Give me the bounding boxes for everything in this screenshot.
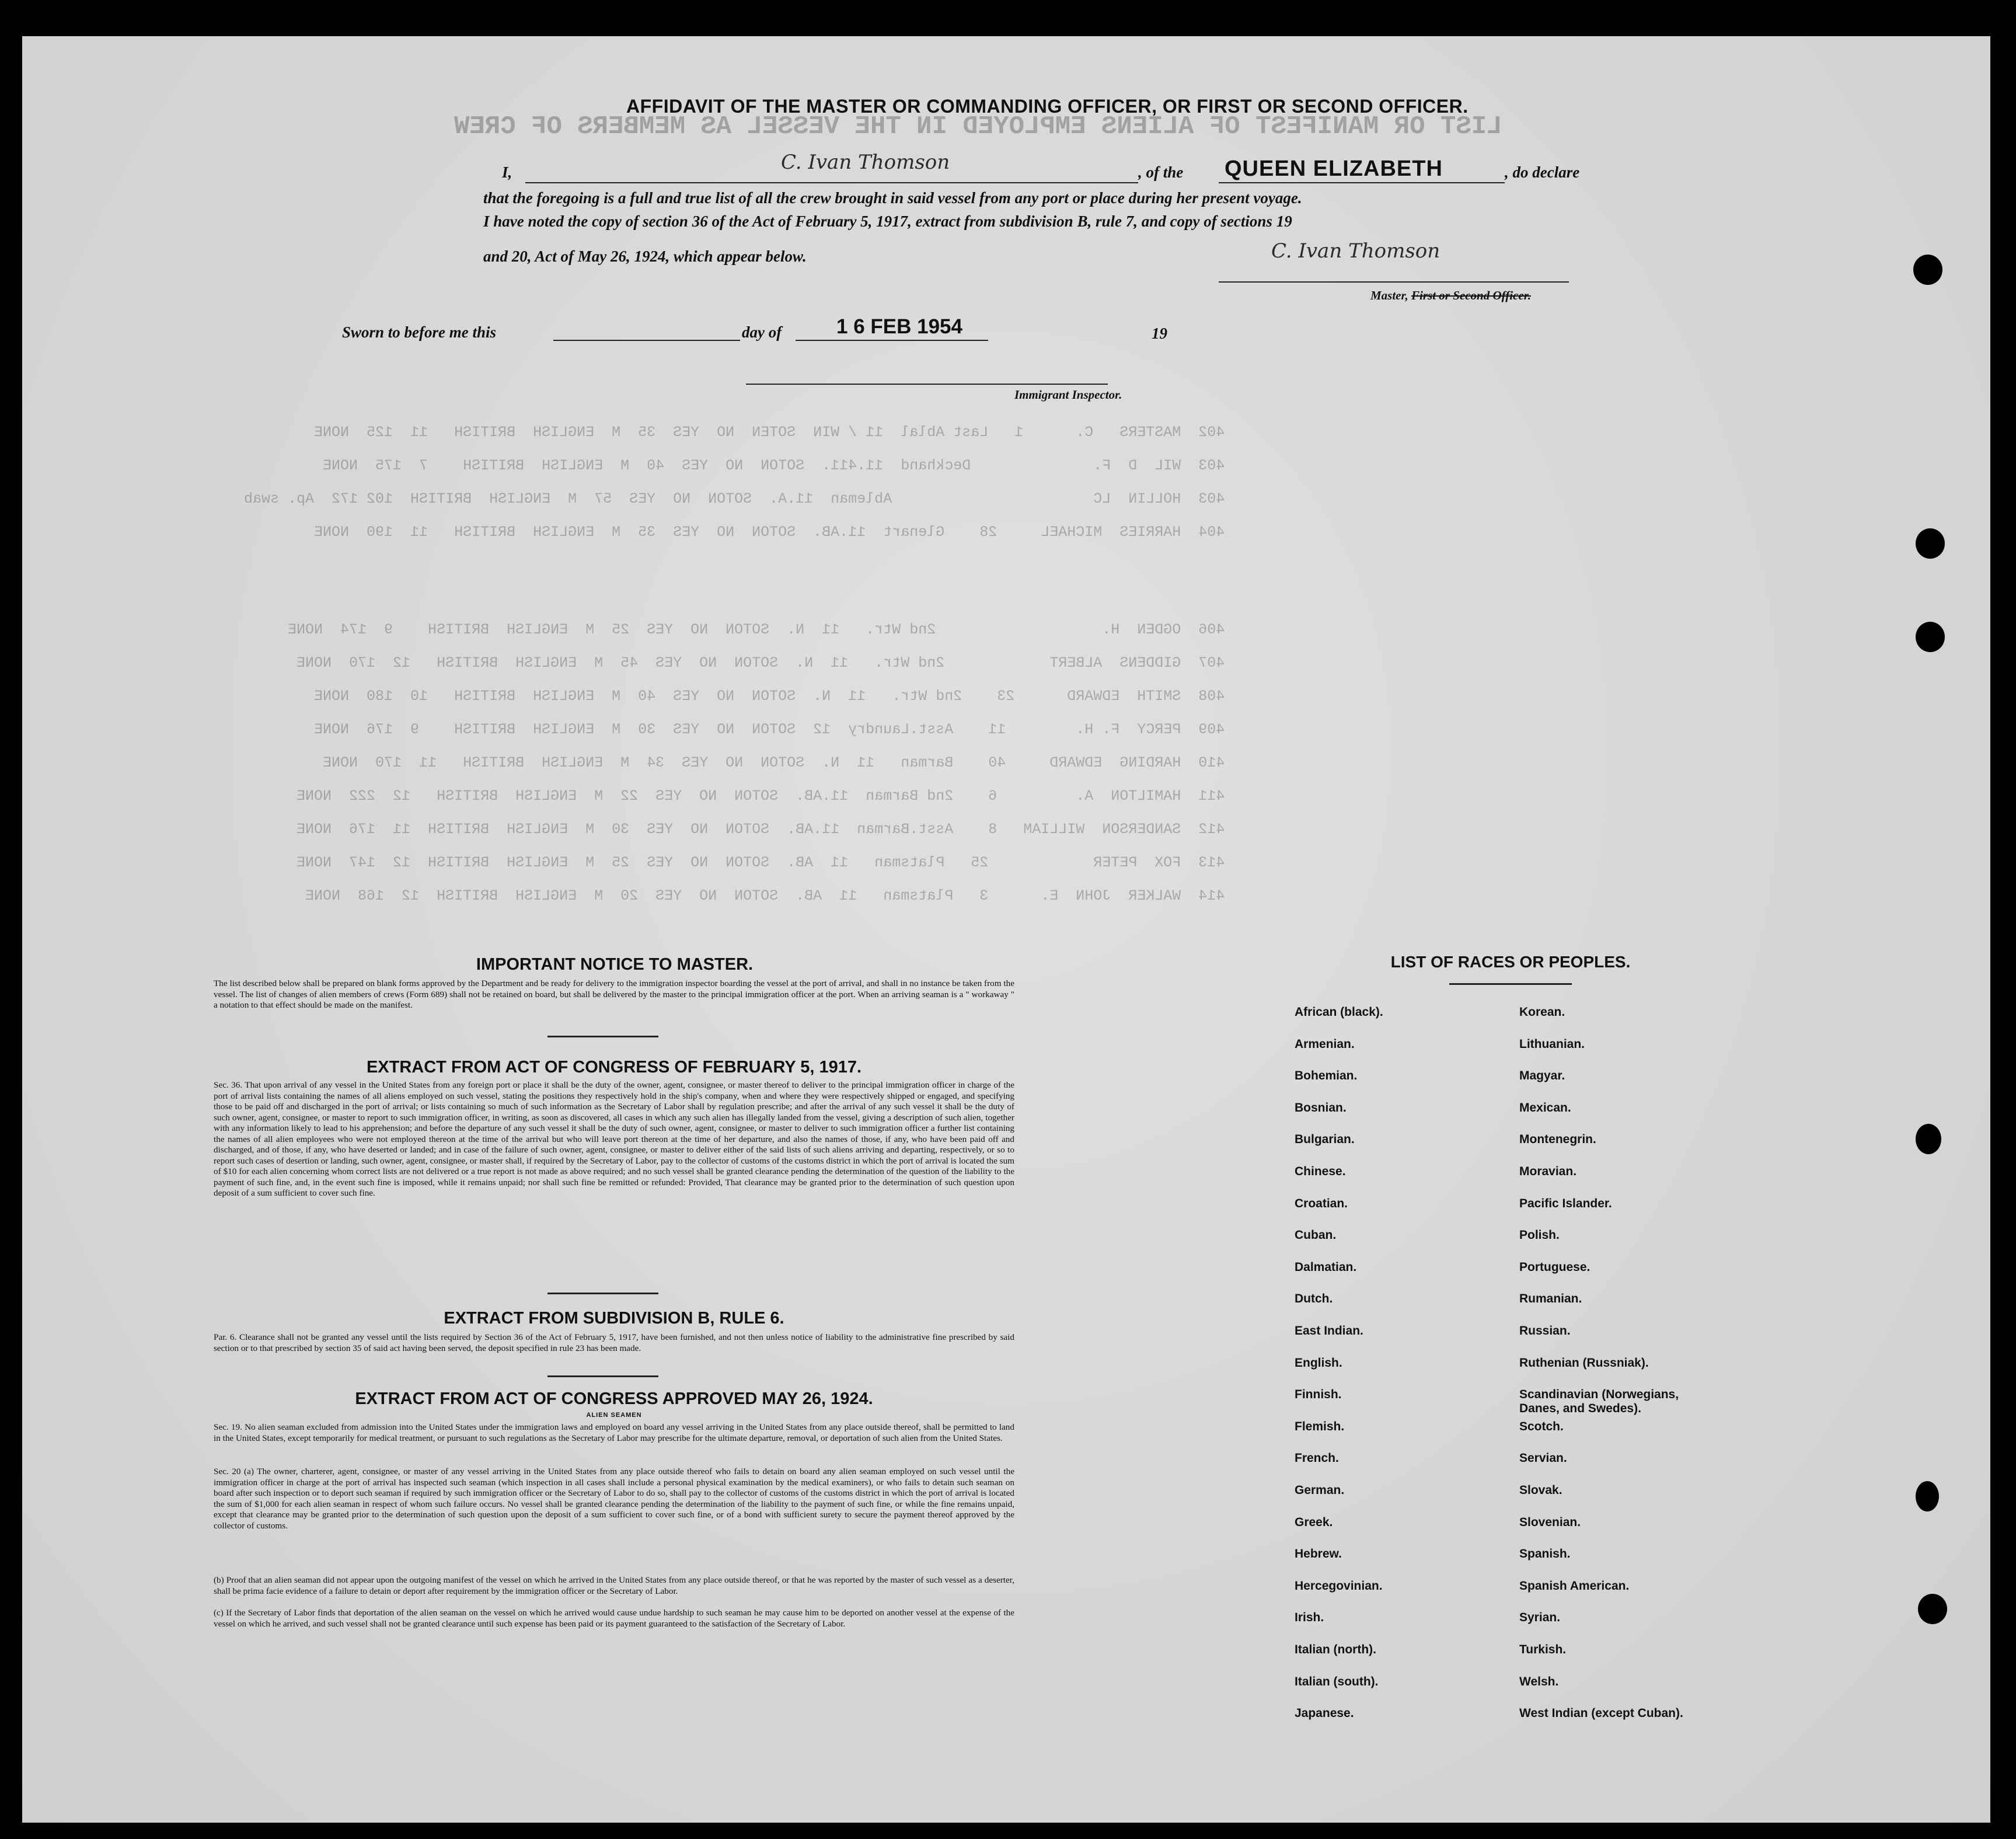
binder-hole [1916, 622, 1945, 652]
race-item: Korean. [1519, 1005, 1565, 1019]
race-item: Bosnian. [1295, 1100, 1347, 1114]
manifest-page [22, 36, 1990, 1823]
binder-hole [1916, 1124, 1941, 1154]
race-item: Polish. [1519, 1228, 1560, 1242]
extract-1917-text: Sec. 36. That upon arrival of any vessel in the United States from any foreign port or place it shall be the duty of the owner, agent, consignee, or master thereof to deliver to the principal immigration officer in charge of the port of arrival lists containing the names of all aliens employed on such vessel, stating the positions they respectively hold in the ship's company, when and where they were respectively shipped or engaged, and specifying those to be paid off and discharged in the port of arrival; or lists containing so much of such information as the Secretary of Labor shall by regulation prescribe; and after the arrival of any such vessel it shall be the duty of such owner, agent, consignee, or master to report to such immigration officer, in writing, as soon as discovered, all cases in which any such alien has illegally landed from the vessel, giving a description of such alien, together with any information likely to lead to his apprehension; and before the departure of any such vessel it shall be the duty of such owner, agent, consignee, or master to deliver to such immigration officer a further list containing the names of all alien employees who were not employed thereon at the time of the arrival but who will leave port thereon at the time of her departure, and also the names of those, if any, who have been paid off and discharged, and of those, if any, who have deserted or landed; and in case of the failure of such owner, agent, consignee, or master to deliver either of the said lists of such aliens arriving and departing, respectively, or so to report such cases of desertion or landing, such owner, agent, consignee, or master shall, if required by the Secretary of Labor, pay to the collector of customs of the customs district in which the port of arrival is located the sum of $10 for each alien concerning whom correct lists are not delivered or a true report is not made as above required; and no such vessel shall be granted clearance pending the determination of the question of the liability to the payment of such fine, and, in the event such fine is imposed, while it remains unpaid; nor shall such fine be remitted or refunded: Provided, That clearance may be granted prior to the determination of such question upon deposit of a sum sufficient to cover such fine. [214, 1080, 1014, 1198]
alien-seamen-subtitle: ALIEN SEAMEN [586, 1412, 642, 1419]
ghost-row: 412 SANDERSON WILLIAM 8 Asst.Barman 11.AB. SOTON NO YES 30 M ENGLISH BRITISH 11 176 NONE [297, 821, 1225, 838]
i-label: I, [502, 163, 512, 181]
sworn-day-line [553, 340, 740, 341]
race-item: English. [1295, 1356, 1342, 1370]
race-item: Magyar. [1519, 1069, 1565, 1083]
affidavit-line-2: that the foregoing is a full and true list of all the crew brought in said vessel from any port or place during her present voyage. [483, 189, 1302, 207]
race-item: Scotch. [1519, 1419, 1564, 1433]
race-item: Welsh. [1519, 1674, 1559, 1688]
race-item: Bohemian. [1295, 1069, 1358, 1083]
ghost-row: 404 HARRIES MICHAEL 28 Glenart 11.AB. SOTON NO YES 35 M ENGLISH BRITISH 11 190 NONE [314, 524, 1225, 541]
race-item: Rumanian. [1519, 1292, 1582, 1306]
race-item: Turkish. [1519, 1643, 1567, 1656]
master-label: Master, [1370, 288, 1408, 302]
master-signature: C. Ivan Thomson [1271, 239, 1441, 263]
affidavit-title: AFFIDAVIT OF THE MASTER OR COMMANDING OFFICER, OR FIRST OR SECOND OFFICER. [626, 96, 1469, 117]
ghost-header: LIST OR MANIFEST OF ALIENS EMPLOYED IN THE VESSEL AS MEMBERS OF CREW [454, 112, 1502, 141]
notice-text: The list described below shall be prepared on blank forms approved by the Department and be ready for delivery to the immigration inspector boarding the vessel at the port of arrival, and shall in no instance be taken from the vessel. The list of changes of alien members of crews (Form 689) shall not be retained on board, but shall be delivered by the master to the principal immigration officer at the port. When an arriving seaman is a " workaway " a notation to that effect should be made on the manifest. [214, 978, 1014, 1010]
race-item: Irish. [1295, 1611, 1324, 1625]
divider [547, 1036, 658, 1037]
race-item: Montenegrin. [1519, 1133, 1596, 1147]
race-item: Dutch. [1295, 1292, 1333, 1306]
extract-1924-sec20b: (b) Proof that an alien seaman did not appear upon the outgoing manifest of the vessel on which he arrived in the United States from any place outside thereof, or that he was reported by the master of such vessel as a deserter, shall be prima facie evidence of a failure to detain or deport after requirement by the immigration officer or the Secretary of Labor. [214, 1575, 1014, 1596]
date-line [796, 340, 988, 341]
ghost-row: 403 WIL D F. Deckhand 11.411. SOTON NO YES 40 M ENGLISH BRITISH 7 175 NONE [323, 457, 1225, 474]
race-item: Syrian. [1519, 1611, 1561, 1625]
race-item: Servian. [1519, 1451, 1567, 1465]
extract-1924-sec19: Sec. 19. No alien seaman excluded from admission into the United States under the immigration laws and employed on board any vessel arriving in the United States from any place outside thereof, shall be permitted to land in the United States, except temporarily for medical treatment, or pursuant to such regulations as the Secretary of Labor may prescribe for the ultimate departure, removal, or deportation of such alien from the United States. [214, 1422, 1014, 1443]
race-item: Cuban. [1295, 1228, 1337, 1242]
binder-hole [1916, 1481, 1939, 1511]
race-item: Lithuanian. [1519, 1037, 1585, 1051]
race-item: Croatian. [1295, 1196, 1348, 1210]
day-of-label: day of [742, 323, 782, 341]
race-item: French. [1295, 1451, 1339, 1465]
date-stamp: 1 6 FEB 1954 [836, 315, 962, 338]
master-signature-line [1219, 281, 1569, 283]
race-item: Slovak. [1519, 1483, 1562, 1497]
year-prefix: 19 [1152, 325, 1167, 342]
divider [547, 1375, 658, 1377]
inspector-label: Immigrant Inspector. [1014, 388, 1122, 402]
race-item: Bulgarian. [1295, 1133, 1355, 1147]
notice-title: IMPORTANT NOTICE TO MASTER. [476, 955, 754, 974]
divider [1449, 983, 1572, 985]
ghost-row: 406 OGDEN H. 2nd Wtr. 11 N. SOTON NO YES 25 M ENGLISH BRITISH 9 174 NONE [288, 621, 1225, 638]
race-item: Portuguese. [1519, 1260, 1591, 1274]
officer-signature: C. Ivan Thomson [781, 151, 950, 174]
do-declare-label: , do declare [1505, 163, 1580, 181]
race-item: Hercegovinian. [1295, 1579, 1383, 1593]
name-line [525, 182, 1138, 183]
race-item: German. [1295, 1483, 1345, 1497]
ghost-row: 407 GIDDENS ALBERT 2nd Wtr. 11 N. SOTON NO YES 45 M ENGLISH BRITISH 12 170 NONE [297, 654, 1225, 671]
race-item: Scandinavian (Norwegians, Danes, and Swedes). [1519, 1388, 1679, 1416]
race-item: Dalmatian. [1295, 1260, 1357, 1274]
race-item: Greek. [1295, 1515, 1333, 1529]
race-item: Spanish. [1519, 1547, 1571, 1561]
ghost-row: 409 PERCY F. H. 11 Asst.Laundry 12 SOTON NO YES 30 M ENGLISH BRITISH 9 176 NONE [314, 721, 1225, 738]
extract-1924-title: EXTRACT FROM ACT OF CONGRESS APPROVED MAY 26, 1924. [355, 1389, 873, 1408]
race-item: Slovenian. [1519, 1515, 1581, 1529]
ghost-row: 408 SMITH EDWARD 23 2nd Wtr. 11 N. SOTON NO YES 40 M ENGLISH BRITISH 10 180 NONE [314, 688, 1225, 705]
race-item: Moravian. [1519, 1165, 1577, 1178]
race-item: Japanese. [1295, 1706, 1354, 1720]
races-title: LIST OF RACES OR PEOPLES. [1390, 953, 1631, 971]
affidavit-line-3: I have noted the copy of section 36 of the Act of February 5, 1917, extract from subdivision B, rule 7, and copy of sections 19 [483, 213, 1292, 230]
race-item: East Indian. [1295, 1324, 1363, 1338]
extract-1917-title: EXTRACT FROM ACT OF CONGRESS OF FEBRUARY 5, 1917. [366, 1058, 862, 1077]
race-item: Mexican. [1519, 1100, 1571, 1114]
affidavit-line-4: and 20, Act of May 26, 1924, which appear below. [483, 248, 807, 265]
race-item: Pacific Islander. [1519, 1196, 1612, 1210]
inspector-line [746, 384, 1108, 385]
race-item: Chinese. [1295, 1165, 1346, 1178]
ship-name-stamp: QUEEN ELIZABETH [1225, 156, 1443, 181]
master-title [1370, 288, 1531, 303]
ship-line [1219, 182, 1505, 183]
race-item: Armenian. [1295, 1037, 1355, 1051]
extract-rule6-title: EXTRACT FROM SUBDIVISION B, RULE 6. [444, 1309, 784, 1328]
race-item: Russian. [1519, 1324, 1571, 1338]
binder-hole [1918, 1594, 1947, 1624]
ghost-row: 410 HARDING EDWARD 40 Barman 11 N. SOTON NO YES 34 M ENGLISH BRITISH 11 170 NONE [323, 754, 1225, 771]
divider [547, 1293, 658, 1294]
race-item: West Indian (except Cuban). [1519, 1706, 1683, 1720]
race-item: Hebrew. [1295, 1547, 1342, 1561]
race-item: Ruthenian (Russniak). [1519, 1356, 1649, 1370]
extract-1924-sec20a: Sec. 20 (a) The owner, charterer, agent, consignee, or master of any vessel arriving in the United States from any place outside thereof who fails to detain on board any alien seaman employed on such vessel until the immigration officer in charge at the port of arrival has inspected such seaman (which inspection in all cases shall include a personal physical examination by the medical examiners), or who fails to detain such seaman on board after such inspection or to deport such seaman if required by such immigration officer or the Secretary of Labor to do so, shall pay to the collector of customs of the customs district in which the port of arrival is located the sum of $1,000 for each alien seaman in respect of whom such failure occurs. No vessel shall be granted clearance pending the determination of the liability to the payment of such fine, or while the fine remains unpaid, except that clearance may be granted prior to the determination of such question upon the deposit of a sum sufficient to cover such fine, or of a bond with sufficient surety to secure the payment thereof approved by the collector of customs. [214, 1467, 1014, 1531]
struck-officer-label: First or Second Officer. [1411, 288, 1531, 302]
binder-hole [1916, 528, 1945, 559]
ghost-row: 402 MASTERS C. 1 Last Ablal 11 / WIN SOTEN NO YES 35 M ENGLISH BRITISH 11 125 NONE [314, 424, 1225, 441]
ghost-row: 413 FOX PETER 25 Platsman 11 AB. SOTON NO YES 25 M ENGLISH BRITISH 12 147 NONE [297, 854, 1225, 871]
binder-hole [1913, 255, 1942, 285]
race-item: Italian (south). [1295, 1674, 1379, 1688]
extract-1924-sec20c: (c) If the Secretary of Labor finds that deportation of the alien seaman on the vessel on which he arrived would cause undue hardship to such seaman he may cause him to be deported on another vessel at the expense of the vessel on which he arrived, and such vessel shall not be granted clearance until such expense has been paid or its payment guaranteed to the satisfaction of the Secretary of Labor. [214, 1608, 1014, 1629]
race-item: Flemish. [1295, 1419, 1345, 1433]
race-item: Finnish. [1295, 1388, 1342, 1402]
of-the-label: , of the [1138, 163, 1184, 181]
extract-rule6-text: Par. 6. Clearance shall not be granted any vessel until the lists required by Section 36 of the Act of February 5, 1917, have been furnished, and not then unless notice of liability to the administrative fine prescribed by said section or to that prescribed by section 35 of said act having been served, the deposit specified in rule 23 has been made. [214, 1332, 1014, 1353]
race-item: Italian (north). [1295, 1643, 1376, 1656]
ghost-row: 411 HAMILTON A. 6 2nd Barman 11.AB. SOTON NO YES 22 M ENGLISH BRITISH 12 222 NONE [297, 788, 1225, 804]
sworn-label: Sworn to before me this [342, 323, 497, 341]
race-item: Spanish American. [1519, 1579, 1630, 1593]
ghost-row: 403 HOLLIN LC Ableman 11.A. SOTON NO YES 57 M ENGLISH BRITISH 102 172 Ap. swab [244, 490, 1225, 507]
race-item: African (black). [1295, 1005, 1383, 1019]
ghost-row: 414 WALKER JOHN E. 3 Platsman 11 AB. SOTON NO YES 20 M ENGLISH BRITISH 12 168 NONE [305, 887, 1225, 904]
ghost-rows [244, 416, 1225, 912]
